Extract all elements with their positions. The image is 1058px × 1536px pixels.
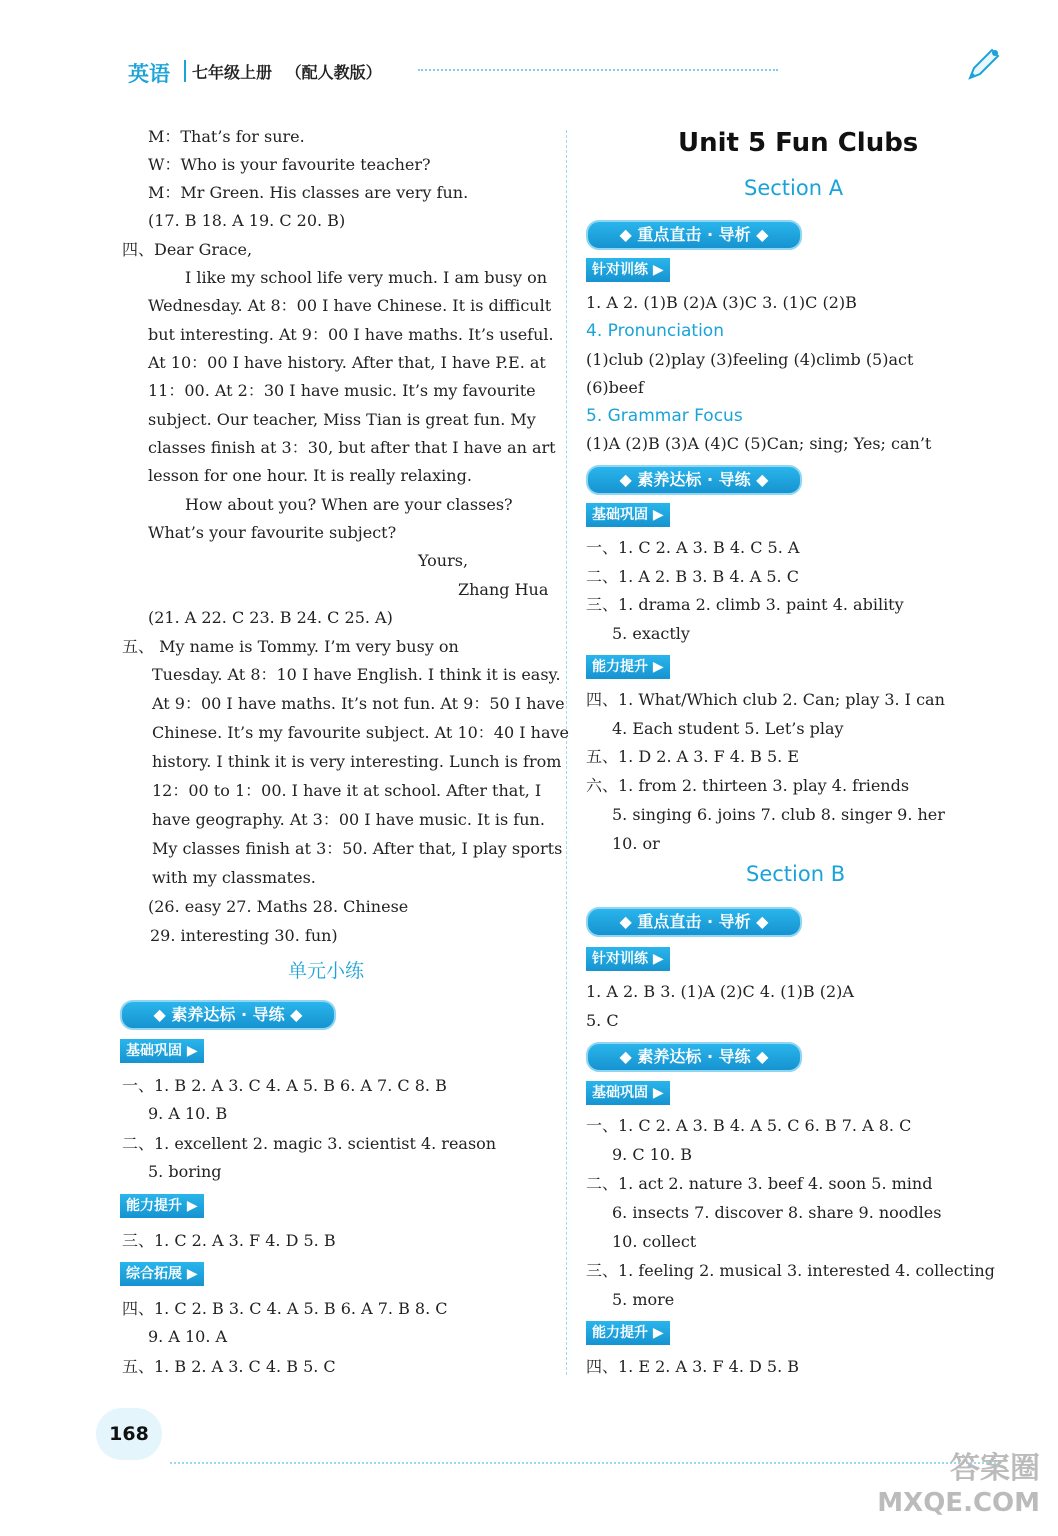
answer-line: 五、1. D 2. A 3. F 4. B 5. E — [586, 747, 800, 766]
answer-line: (26. easy 27. Maths 28. Chinese — [148, 897, 409, 916]
section-a-title: Section A — [744, 176, 844, 200]
answer-line: 1. A 2. (1)B (2)A (3)C 3. (1)C (2)B — [586, 293, 857, 312]
text-line: lesson for one hour. It is really relaxing. — [148, 466, 472, 485]
tag-expand: 综合拓展 ▶ — [120, 1262, 204, 1286]
answer-line: 9. A 10. B — [148, 1104, 228, 1123]
text-line: 四、Dear Grace, — [122, 240, 253, 259]
text-line: Zhang Hua — [458, 580, 549, 599]
answer-line: 1. A 2. B 3. (1)A (2)C 4. (1)B (2)A — [586, 982, 854, 1001]
tag-ability: 能力提升 ▶ — [586, 655, 670, 679]
pronunciation-title: 4. Pronunciation — [586, 321, 724, 341]
banner-literacy: ◆ 素养达标 · 导练 ◆ — [586, 1042, 802, 1072]
answer-line: 5. C — [586, 1011, 619, 1030]
tag-ability: 能力提升 ▶ — [120, 1194, 204, 1218]
text-line: Chinese. It’s my favourite subject. At 10：40 I have — [152, 723, 570, 742]
tag-target: 针对训练 ▶ — [586, 258, 670, 282]
banner-key-points: ◆ 重点直击 · 导析 ◆ — [586, 907, 802, 937]
text-line: 11：00. At 2：30 I have music. It’s my favourite — [148, 381, 536, 400]
text-line: Wednesday. At 8：00 I have Chinese. It is difficult — [148, 296, 552, 315]
text-line: subject. Our teacher, Miss Tian is great fun. My — [148, 410, 536, 429]
answer-line: (1)club (2)play (3)feeling (4)climb (5)act — [586, 350, 914, 369]
text-line: I like my school life very much. I am busy on — [185, 268, 548, 287]
tag-basic: 基础巩固 ▶ — [120, 1039, 204, 1063]
header-edition: （配人教版） — [285, 63, 382, 82]
answer-line: 一、1. B 2. A 3. C 4. A 5. B 6. A 7. C 8. B — [122, 1076, 447, 1095]
answer-line: (6)beef — [586, 378, 644, 397]
banner-literacy: ◆ 素养达标 · 导练 ◆ — [586, 465, 802, 495]
text-line: 五、 My name is Tommy. I’m very busy on — [122, 637, 459, 656]
footer-dotted-rule — [170, 1462, 1000, 1464]
header-subject: 英语 — [128, 62, 170, 86]
text-line: My classes finish at 3：50. After that, I play sports — [152, 839, 563, 858]
tag-ability: 能力提升 ▶ — [586, 1321, 670, 1345]
unit-practice-title: 单元小练 — [288, 960, 365, 982]
header-grade — [192, 60, 382, 83]
text-line: classes finish at 3：30, but after that I have an art — [148, 438, 556, 457]
answer-line: 10. or — [612, 834, 660, 853]
column-divider — [566, 130, 567, 1375]
tag-target: 针对训练 ▶ — [586, 947, 670, 971]
answer-line: 六、1. from 2. thirteen 3. play 4. friends — [586, 776, 910, 795]
text-line: M：That’s for sure. — [148, 127, 305, 146]
text-line: have geography. At 3：00 I have music. It is fun. — [152, 810, 545, 829]
answer-line: 二、1. excellent 2. magic 3. scientist 4. reason — [122, 1134, 497, 1153]
pen-icon — [962, 44, 1002, 84]
tag-basic: 基础巩固 ▶ — [586, 1081, 670, 1105]
answer-line: (17. B 18. A 19. C 20. B) — [148, 211, 346, 230]
answer-line: 5. more — [612, 1290, 675, 1309]
answer-line: 三、1. feeling 2. musical 3. interested 4. collecting — [586, 1261, 995, 1280]
unit-title: Unit 5 Fun Clubs — [678, 128, 919, 158]
header-dotted-rule — [418, 69, 778, 71]
answer-line: 二、1. A 2. B 3. B 4. A 5. C — [586, 567, 799, 586]
banner-key-points: ◆ 重点直击 · 导析 ◆ — [586, 220, 802, 250]
header-divider — [184, 60, 186, 82]
text-line: 12：00 to 1：00. I have it at school. After that, I — [152, 781, 542, 800]
answer-line: 三、1. drama 2. climb 3. paint 4. ability — [586, 595, 904, 614]
answer-line: 5. exactly — [612, 624, 690, 643]
text-line: but interesting. At 9：00 I have maths. It’s useful. — [148, 325, 554, 344]
text-line: At 9：00 I have maths. It’s not fun. At 9：50 I have — [152, 694, 565, 713]
page-number: 168 — [96, 1408, 162, 1460]
tag-basic: 基础巩固 ▶ — [586, 503, 670, 527]
text-line: Tuesday. At 8：10 I have English. I think it is easy. — [152, 665, 561, 684]
answer-line: 一、1. C 2. A 3. B 4. A 5. C 6. B 7. A 8. C — [586, 1116, 912, 1135]
section-b-title: Section B — [746, 862, 846, 886]
header-grade-text: 七年级上册 — [192, 63, 273, 82]
text-line: Yours, — [418, 551, 469, 570]
answer-line: 5. singing 6. joins 7. club 8. singer 9. her — [612, 805, 945, 824]
text-line: How about you? When are your classes? — [185, 495, 513, 514]
text-line: What’s your favourite subject? — [148, 523, 397, 542]
answer-line: (1)A (2)B (3)A (4)C (5)Can; sing; Yes; can’t — [586, 434, 932, 453]
answer-line: 9. C 10. B — [612, 1145, 692, 1164]
answer-line: 29. interesting 30. fun) — [150, 926, 338, 945]
answer-line: 一、1. C 2. A 3. B 4. C 5. A — [586, 538, 800, 557]
text-line: with my classmates. — [152, 868, 316, 887]
answer-line: (21. A 22. C 23. B 24. C 25. A) — [148, 608, 393, 627]
answer-line: 6. insects 7. discover 8. share 9. noodles — [612, 1203, 942, 1222]
answer-line: 四、1. E 2. A 3. F 4. D 5. B — [586, 1357, 800, 1376]
answer-line: 四、1. What/Which club 2. Can; play 3. I can — [586, 690, 945, 709]
watermark-url: MXQE.COM — [877, 1488, 1040, 1518]
answer-line: 五、1. B 2. A 3. C 4. B 5. C — [122, 1357, 336, 1376]
text-line: M：Mr Green. His classes are very fun. — [148, 183, 469, 202]
watermark-logo — [877, 1452, 1040, 1520]
text-line: history. I think it is very interesting. Lunch is from — [152, 752, 562, 771]
answer-line: 4. Each student 5. Let’s play — [612, 719, 844, 738]
grammar-focus-title: 5. Grammar Focus — [586, 406, 743, 426]
answer-line: 三、1. C 2. A 3. F 4. D 5. B — [122, 1231, 336, 1250]
answer-line: 二、1. act 2. nature 3. beef 4. soon 5. mind — [586, 1174, 933, 1193]
text-line: At 10：00 I have history. After that, I have P.E. at — [148, 353, 546, 372]
banner-literacy: ◆ 素养达标 · 导练 ◆ — [120, 1000, 336, 1030]
answer-line: 四、1. C 2. B 3. C 4. A 5. B 6. A 7. B 8. C — [122, 1299, 448, 1318]
answer-line: 9. A 10. A — [148, 1327, 228, 1346]
watermark-text: 答案圈 — [950, 1451, 1040, 1486]
answer-line: 10. collect — [612, 1232, 697, 1251]
text-line: W：Who is your favourite teacher? — [148, 155, 431, 174]
answer-line: 5. boring — [148, 1162, 222, 1181]
